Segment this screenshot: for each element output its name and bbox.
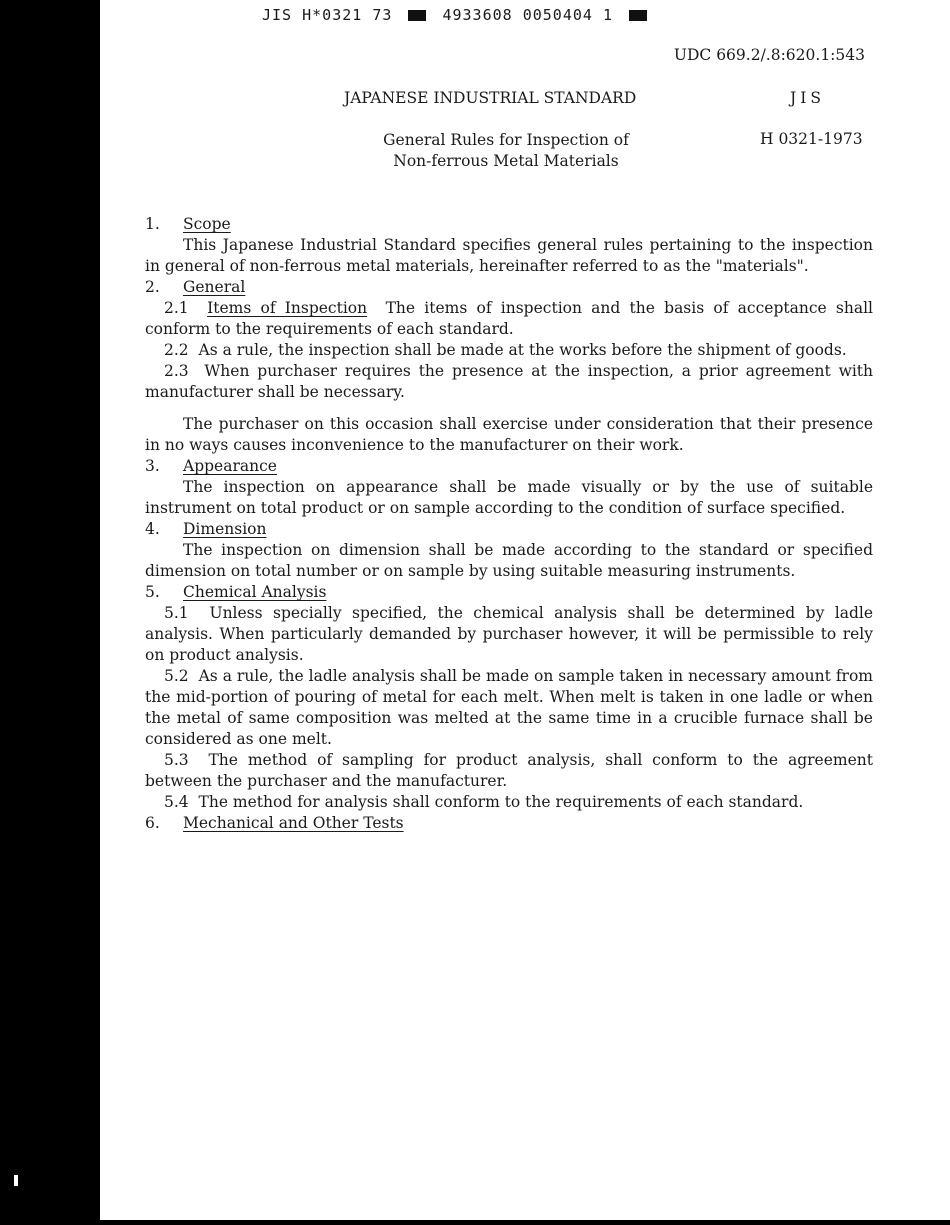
section-heading [145, 214, 873, 235]
clause [145, 361, 873, 403]
paragraph: This Japanese Industrial Standard specifies general rules pertaining to the inspection in general of non-ferrous metal materials, hereinafter referred to as the "materials". [145, 236, 873, 275]
clause-number: 5.1 [164, 604, 189, 622]
udc-classification: UDC 669.2/.8:620.1:543 [673, 46, 865, 64]
clause [145, 666, 873, 750]
section-heading [145, 277, 873, 298]
clause-text: The method for analysis shall conform to the requirements of each standard. [198, 793, 804, 811]
clause-number: 5.4 [164, 793, 189, 811]
clause [145, 792, 873, 813]
scan-artifact [14, 1175, 18, 1186]
title-line-1: General Rules for Inspection of [383, 131, 629, 149]
section-heading [145, 813, 873, 834]
paragraph: The inspection on dimension shall be made according to the standard or specified dimension on total number or on sample by using suitable measuring instruments. [145, 541, 873, 580]
section-number: 1. [145, 215, 160, 233]
section-number: 2. [145, 278, 160, 296]
section-title: Dimension [183, 520, 267, 538]
clause-text: As a rule, the ladle analysis shall be made on sample taken in necessary amount from the mid-portion of pouring of metal for each melt. When melt is taken in one ladle or when the metal of same composition was melted at the same time in a crucible furnace shall be considered as one melt. [145, 667, 873, 748]
black-block-mark [408, 10, 426, 21]
section-heading [145, 456, 873, 477]
document-code-prefix: JIS H*0321 73 [262, 6, 393, 24]
document-code-suffix: 4933608 0050404 1 [442, 6, 613, 24]
section-title: General [183, 278, 246, 296]
document-body [145, 214, 873, 834]
clause-number: 5.2 [164, 667, 189, 685]
clause [145, 750, 873, 792]
section-title: Mechanical and Other Tests [183, 814, 404, 832]
clause [145, 298, 873, 340]
paragraph: The inspection on appearance shall be made visually or by the use of suitable instrument on total product or on sample according to the condition of surface specified. [145, 478, 873, 517]
clause-number: 2.1 [164, 299, 189, 317]
clause-number: 5.3 [164, 751, 189, 769]
paragraph: The purchaser on this occasion shall exercise under consideration that their presence in no ways causes inconvenience to the manufacturer on their work. [145, 415, 873, 454]
document-title [340, 130, 672, 172]
black-block-mark [629, 10, 647, 21]
section-number: 4. [145, 520, 160, 538]
section-heading [145, 582, 873, 603]
document-code-line [262, 6, 653, 24]
scan-border-left [0, 0, 100, 1225]
clause-number: 2.2 [164, 341, 189, 359]
standard-type: JAPANESE INDUSTRIAL STANDARD [344, 89, 637, 107]
section-number: 3. [145, 457, 160, 475]
section-title: Chemical Analysis [183, 583, 327, 601]
title-line-2: Non-ferrous Metal Materials [393, 152, 619, 170]
clause-text: The method of sampling for product analysis, shall conform to the agreement between the purchaser and the manufacturer. [145, 751, 873, 790]
section-number: 6. [145, 814, 160, 832]
clause-text: The items of inspection and the basis of acceptance shall conform to the requirements of each standard. [145, 299, 873, 338]
clause-title: Items of Inspection [207, 299, 368, 317]
clause-text: As a rule, the inspection shall be made at the works before the shipment of goods. [198, 341, 847, 359]
clause-number: 2.3 [164, 362, 189, 380]
section-number: 5. [145, 583, 160, 601]
clause [145, 340, 873, 361]
jis-label: JIS [790, 89, 825, 107]
section-title: Scope [183, 215, 231, 233]
section-title: Appearance [183, 457, 277, 475]
standard-number: H 0321-1973 [760, 130, 863, 148]
clause [145, 603, 873, 666]
section-heading [145, 519, 873, 540]
clause-text: When purchaser requires the presence at the inspection, a prior agreement with manufacturer shall be necessary. [145, 362, 874, 401]
scan-border-bottom [100, 1220, 950, 1225]
clause-text: Unless specially specified, the chemical analysis shall be determined by ladle analysis. When particularly demanded by purchaser however, it will be permissible to rely on product analysis. [145, 604, 873, 664]
